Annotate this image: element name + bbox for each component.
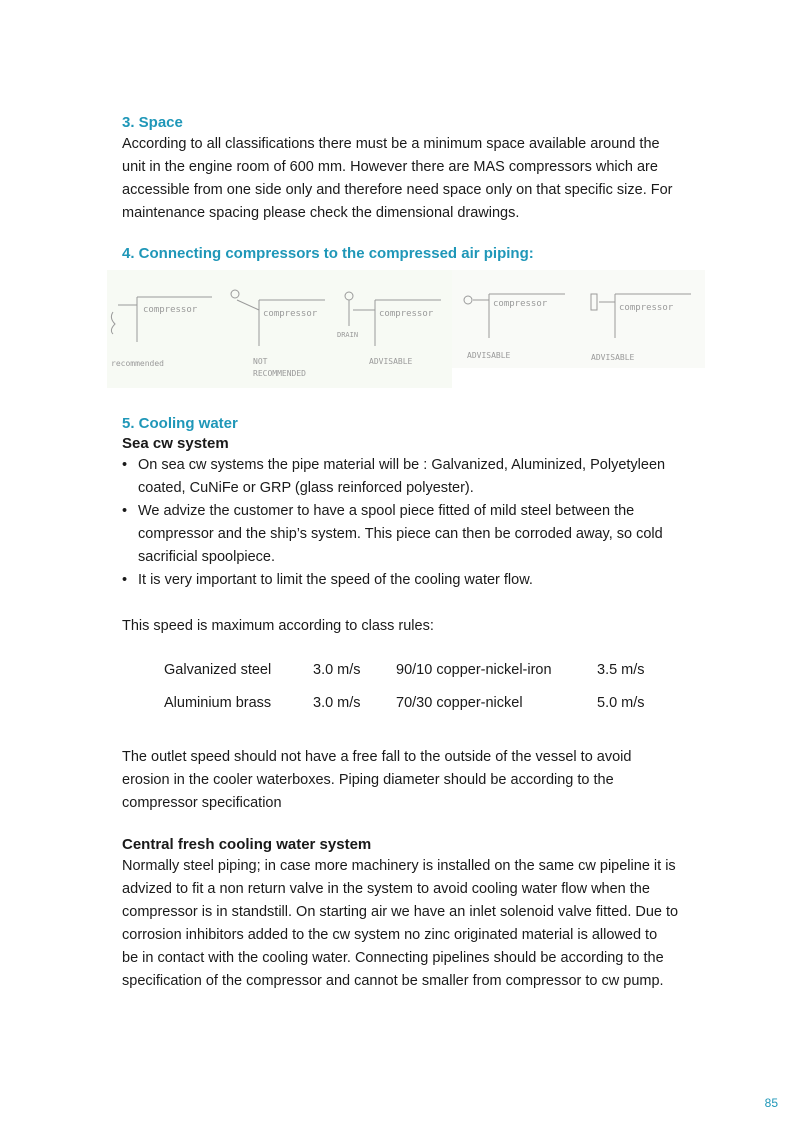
- space-line: unit in the engine room of 600 mm. However there are MAS compressors which are: [122, 159, 658, 175]
- diagram-caption: ADVISABLE: [369, 357, 413, 366]
- central-line: be in contact with the cooling water. Connecting pipelines should be according to the: [122, 950, 664, 966]
- bullet-line: compressor and the ship’s system. This piece can then be corroded away, so cold: [138, 526, 663, 542]
- space-line: According to all classifications there must be a minimum space available around the: [122, 136, 660, 152]
- compressor-label: compressor: [379, 309, 434, 319]
- central-line: compressor is in standstill. On starting air we have an inlet solenoid valve fitted. Due to: [122, 904, 679, 920]
- cooling-section: [122, 414, 722, 638]
- material-cell: Galvanized steel: [164, 662, 272, 678]
- diagram-caption: ADVISABLE: [591, 353, 635, 362]
- speed-cell: 3.5 m/s: [597, 662, 645, 678]
- diagram-caption: NOT: [253, 357, 268, 366]
- sea-cw-heading: Sea cw system: [122, 435, 229, 452]
- sea-cw-bullets: [122, 454, 722, 592]
- bullet-symbol: •: [122, 572, 128, 588]
- piping-diagram-figure: [107, 270, 705, 390]
- bullet-item: [122, 454, 722, 500]
- compressor-label: compressor: [493, 299, 548, 309]
- page-number: 85: [764, 1096, 778, 1110]
- cooling-heading: 5. Cooling water: [122, 415, 238, 432]
- diagram-caption: recommended: [111, 359, 164, 368]
- diagram-recommended: [111, 297, 212, 368]
- outlet-line: compressor specification: [122, 795, 282, 811]
- compressor-label: compressor: [619, 303, 674, 313]
- diagram-not-recommended: [231, 290, 325, 378]
- space-line: accessible from one side only and therefore need space only on that specific size. For: [122, 182, 673, 198]
- bullet-symbol: •: [122, 503, 128, 519]
- space-line: maintenance spacing please check the dimensional drawings.: [122, 205, 520, 221]
- bullet-line: On sea cw systems the pipe material will be : Galvanized, Aluminized, Polyetyleen: [138, 457, 666, 473]
- bullet-symbol: •: [122, 457, 128, 473]
- central-line: advized to fit a non return valve in the system to avoid cooling water flow when the: [122, 881, 650, 897]
- diagram-caption: RECOMMENDED: [253, 369, 306, 378]
- connecting-heading: 4. Connecting compressors to the compressed air piping:: [122, 245, 534, 262]
- central-line: Normally steel piping; in case more machinery is installed on the same cw pipeline it is: [122, 858, 676, 874]
- bullet-line: We advize the customer to have a spool piece fitted of mild steel between the: [138, 503, 635, 519]
- material-cell: 90/10 copper-nickel-iron: [396, 662, 552, 678]
- central-heading: Central fresh cooling water system: [122, 836, 372, 853]
- speed-cell: 3.0 m/s: [313, 662, 361, 678]
- compressor-label: compressor: [263, 309, 318, 319]
- diagram-advisable-3: [591, 294, 691, 362]
- diagram-advisable-2: [464, 294, 565, 360]
- drain-label: DRAIN: [337, 331, 359, 339]
- outlet-and-central: [122, 746, 722, 993]
- material-cell: Aluminium brass: [164, 695, 272, 711]
- bullet-item: [122, 500, 722, 569]
- outlet-line: The outlet speed should not have a free fall to the outside of the vessel to avoid: [122, 749, 632, 765]
- compressor-label: compressor: [143, 305, 198, 315]
- diagram-advisable-drain: [337, 292, 441, 366]
- piping-diagrams: [107, 270, 705, 390]
- speed-cell: 3.0 m/s: [313, 695, 361, 711]
- material-cell: 70/30 copper-nickel: [396, 695, 523, 711]
- page-content: [122, 113, 722, 264]
- bullet-line: It is very important to limit the speed of the cooling water flow.: [138, 572, 533, 588]
- space-heading: 3. Space: [122, 114, 183, 131]
- central-line: specification of the compressor and cannot be smaller from compressor to cw pump.: [122, 973, 664, 989]
- speed-intro: This speed is maximum according to class rules:: [122, 618, 434, 634]
- bullet-line: coated, CuNiFe or GRP (glass reinforced polyester).: [138, 480, 474, 496]
- diagram-caption: ADVISABLE: [467, 351, 511, 360]
- central-line: corrosion inhibitors added to the cw system no zinc originated material is allowed to: [122, 927, 658, 943]
- speed-cell: 5.0 m/s: [597, 695, 645, 711]
- outlet-line: erosion in the cooler waterboxes. Piping diameter should be according to the: [122, 772, 614, 788]
- bullet-line: sacrificial spoolpiece.: [138, 549, 276, 565]
- bullet-item: [122, 569, 722, 592]
